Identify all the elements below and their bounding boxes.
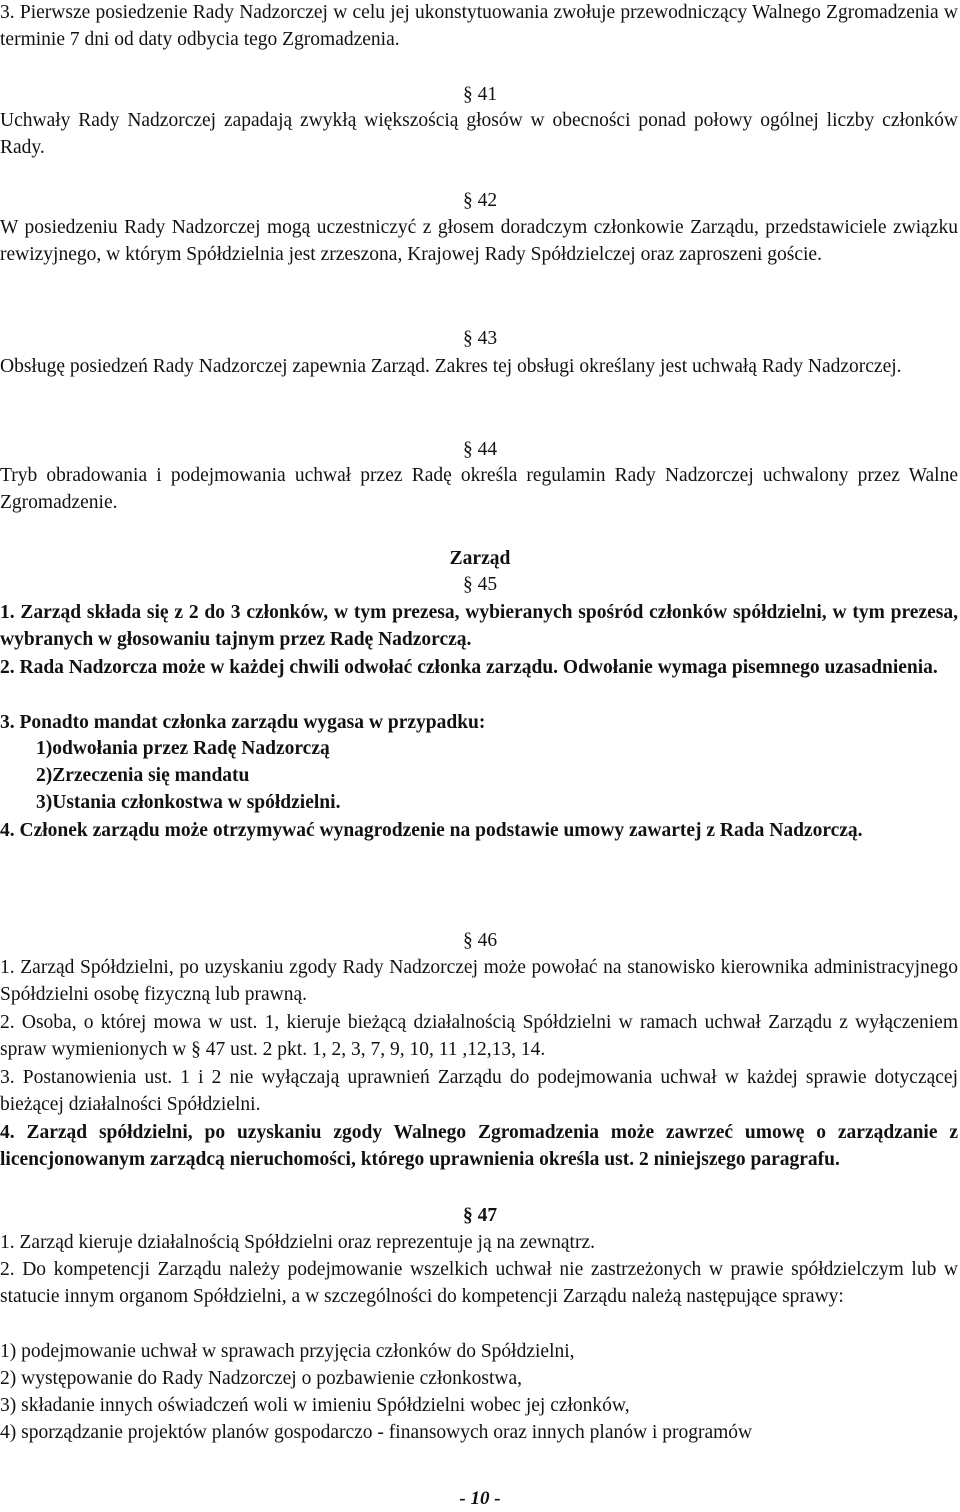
zarzad-title: Zarząd: [449, 548, 511, 569]
list-item: 1)odwołania przez Radę Nadzorczą: [36, 738, 330, 759]
section-41-heading: § 41: [462, 84, 498, 105]
section-44-text: Tryb obradowania i podejmowania uchwał przez Radę określa regulamin Rady Nadzorczej uchwalony przez Walne Zgromadzenie.: [0, 465, 958, 513]
section-43-text: Obsługę posiedzeń Rady Nadzorczej zapewnia Zarząd. Zakres tej obsługi określany jest uchwałą Rady Nadzorczej.: [0, 356, 902, 377]
section-46-paragraph-1: 1. Zarząd Spółdzielni, po uzyskaniu zgody Rady Nadzorczej może powołać na stanowisko kierownika administracyjnego Spółdzielni osobę fizyczną lub prawną.: [0, 957, 958, 1005]
paragraph-3-continuation: 3. Pierwsze posiedzenie Rady Nadzorczej w celu jej ukonstytuowania zwołuje przewodniczący Walnego Zgromadzenia w terminie 7 dni od daty odbycia tego Zgromadzenia.: [0, 2, 958, 50]
section-46-paragraph-4: 4. Zarząd spółdzielni, po uzyskaniu zgody Walnego Zgromadzenia może zawrzeć umowę o zarządzanie z licencjonowanym zarządcą nieruchomości, którego uprawnienia określa ust. 2 niniejszego paragrafu.: [0, 1122, 958, 1170]
list-item: 1) podejmowanie uchwał w sprawach przyjęcia członków do Spółdzielni,: [0, 1341, 575, 1362]
section-47-heading: § 47: [462, 1205, 498, 1226]
section-45-paragraph-3: 3. Ponadto mandat członka zarządu wygasa w przypadku:: [0, 712, 486, 733]
section-42-text: W posiedzeniu Rady Nadzorczej mogą uczestniczyć z głosem doradczym członkowie Zarządu, przedstawiciele związku rewizyjnego, w którym Spółdzielnia jest zrzeszona, Krajowej Rady Spółdzielczej oraz zaproszeni goście.: [0, 217, 958, 265]
list-item: 4) sporządzanie projektów planów gospodarczo - finansowych oraz innych planów i programów: [0, 1422, 753, 1443]
section-45-paragraph-2: 2. Rada Nadzorcza może w każdej chwili odwołać członka zarządu. Odwołanie wymaga pisemnego uzasadnienia.: [0, 657, 938, 678]
section-42-heading: § 42: [462, 190, 498, 211]
section-46-heading: § 46: [462, 930, 498, 951]
section-45-paragraph-4: 4. Członek zarządu może otrzymywać wynagrodzenie na podstawie umowy zawartej z Rada Nadzorczą.: [0, 820, 863, 841]
section-45-heading: § 45: [462, 574, 498, 595]
list-item: 3) składanie innych oświadczeń woli w imieniu Spółdzielni wobec jej członków,: [0, 1395, 630, 1416]
section-46-paragraph-3: 3. Postanowienia ust. 1 i 2 nie wyłączają uprawnień Zarządu do podejmowania uchwał w każdej sprawie dotyczącej bieżącej działalności Spółdzielni.: [0, 1067, 958, 1115]
section-43-heading: § 43: [462, 328, 498, 349]
list-item: 3)Ustania członkostwa w spółdzielni.: [36, 792, 341, 813]
section-44-heading: § 44: [462, 439, 498, 460]
section-41-text: Uchwały Rady Nadzorczej zapadają zwykłą większością głosów w obecności ponad połowy ogólnej liczby członków Rady.: [0, 110, 958, 158]
list-item: 2)Zrzeczenia się mandatu: [36, 765, 250, 786]
section-47-paragraph-1: 1. Zarząd kieruje działalnością Spółdzielni oraz reprezentuje ją na zewnątrz.: [0, 1232, 595, 1253]
section-46-paragraph-2: 2. Osoba, o której mowa w ust. 1, kieruje bieżącą działalnością Spółdzielni w ramach uchwał Zarządu z wyłączeniem spraw wymienionych w § 47 ust. 2 pkt. 1, 2, 3, 7, 9, 10, 11 ,12,13, 14.: [0, 1012, 958, 1060]
list-item: 2) występowanie do Rady Nadzorczej o pozbawienie członkostwa,: [0, 1368, 522, 1389]
section-45-paragraph-1: 1. Zarząd składa się z 2 do 3 członków, w tym prezesa, wybieranych spośród członków spółdzielni, w tym prezesa, wybranych w głosowaniu tajnym przez Radę Nadzorczą.: [0, 602, 958, 650]
section-47-paragraph-2: 2. Do kompetencji Zarządu należy podejmowanie wszelkich uchwał nie zastrzeżonych w prawie spółdzielczym lub w statucie innym organom Spółdzielni, a w szczególności do kompetencji Zarządu należą następujące sprawy:: [0, 1259, 958, 1307]
page-number: - 10 -: [459, 1488, 501, 1509]
